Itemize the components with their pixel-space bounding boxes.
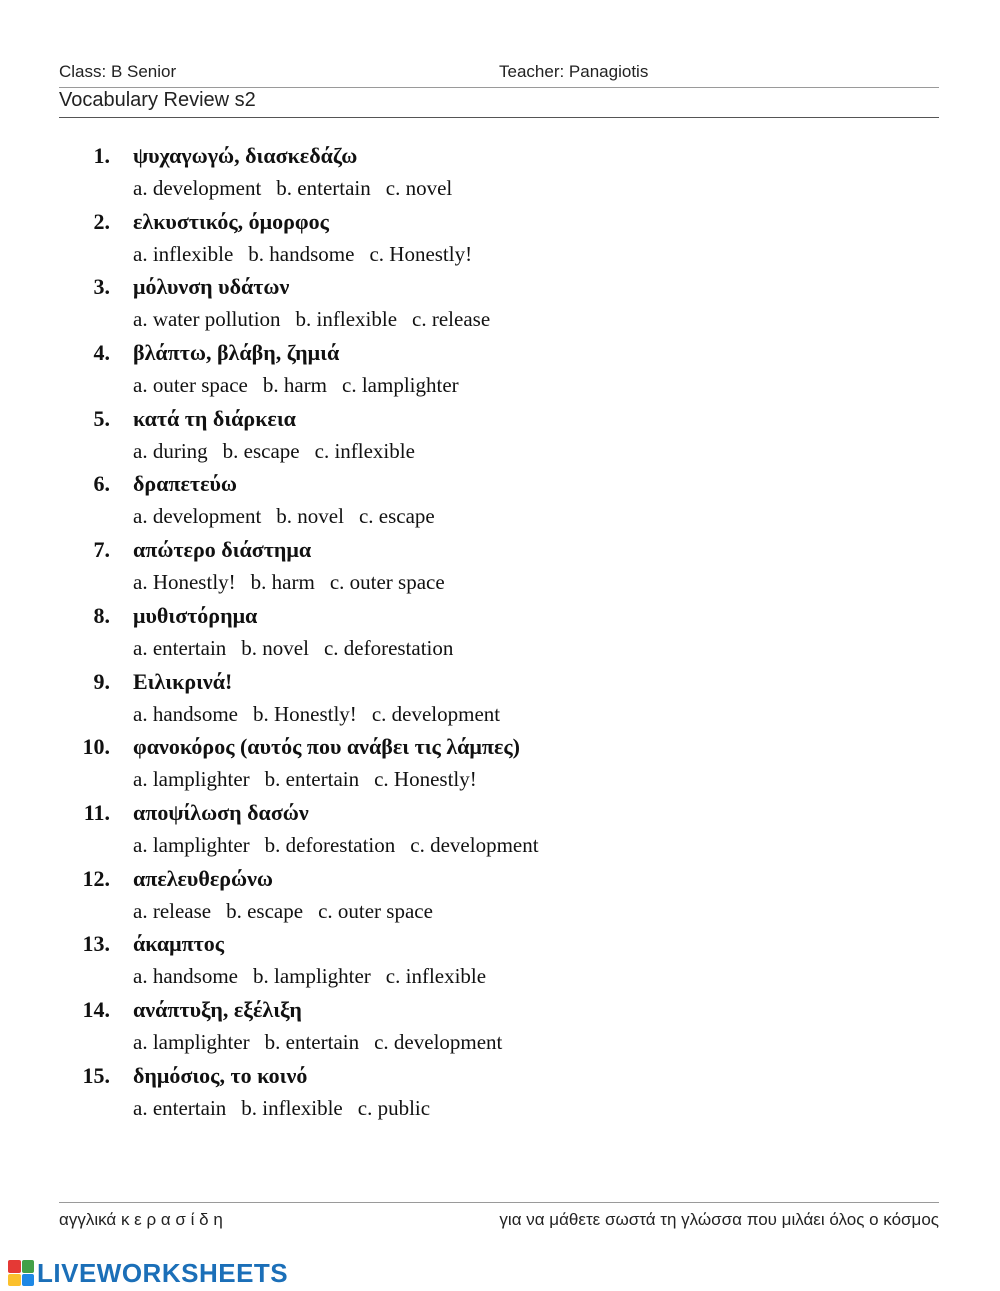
- answer-option[interactable]: b. entertain: [276, 176, 371, 200]
- answer-option[interactable]: a. Honestly!: [133, 570, 236, 595]
- answer-option[interactable]: b. deforestation: [264, 832, 396, 857]
- question-number: 8.: [93, 602, 110, 628]
- logo-text: LIVEWORKSHEETS: [37, 1257, 289, 1288]
- footer-left-text: αγγλικά κ ε ρ α σ ί δ η: [59, 1210, 223, 1229]
- answer-option[interactable]: c. Honestly!: [369, 241, 473, 266]
- answer-option[interactable]: a. development: [133, 504, 262, 529]
- answer-option[interactable]: b. lamplighter: [252, 964, 371, 989]
- question-item: [0, 994, 1000, 1060]
- answer-option[interactable]: a. handsome: [133, 964, 238, 989]
- answer-option[interactable]: a. during: [133, 438, 208, 463]
- question-item: [0, 140, 1000, 206]
- question-number: 6.: [93, 471, 110, 497]
- answer-options: [133, 176, 467, 201]
- answer-option[interactable]: a. entertain: [133, 1095, 227, 1120]
- answer-options: [133, 307, 505, 332]
- question-number: 3.: [93, 274, 110, 300]
- liveworksheets-icon: [8, 1260, 34, 1286]
- answer-options: [133, 373, 474, 398]
- question-item: [0, 337, 1000, 403]
- question-prompt: απελευθερώνω: [133, 865, 274, 891]
- liveworksheets-logo[interactable]: [8, 1258, 288, 1288]
- answer-option[interactable]: c. outer space: [318, 898, 433, 923]
- footer-right-text: για να μάθετε σωστά τη γλώσσα που μιλάει όλος ο κόσμος: [499, 1210, 939, 1229]
- answer-options: [133, 833, 554, 858]
- answer-option[interactable]: a. handsome: [133, 701, 238, 726]
- answer-option[interactable]: b. harm: [262, 373, 328, 398]
- answer-option[interactable]: a. water pollution: [133, 307, 281, 332]
- answer-option[interactable]: a. development: [133, 176, 262, 200]
- question-item: [0, 863, 1000, 929]
- answer-option[interactable]: b. inflexible: [241, 1095, 343, 1120]
- teacher-label: Teacher: Panagiotis: [499, 62, 649, 81]
- question-item: [0, 1060, 1000, 1126]
- answer-option[interactable]: c. development: [374, 1029, 503, 1054]
- answer-option[interactable]: c. Honestly!: [374, 767, 477, 792]
- answer-option[interactable]: a. lamplighter: [133, 832, 250, 857]
- answer-options: [133, 242, 487, 267]
- question-prompt: άκαμπτος: [133, 931, 225, 957]
- answer-option[interactable]: a. lamplighter: [133, 1029, 250, 1054]
- answer-option[interactable]: a. outer space: [133, 373, 248, 398]
- answer-option[interactable]: b. novel: [241, 635, 309, 660]
- question-number: 1.: [93, 143, 110, 168]
- question-item: [0, 271, 1000, 337]
- answer-option[interactable]: c. deforestation: [323, 635, 454, 660]
- question-prompt: κατά τη διάρκεια: [133, 405, 296, 431]
- question-item: [0, 403, 1000, 469]
- question-prompt: ανάπτυξη, εξέλιξη: [133, 996, 302, 1022]
- question-prompt: μυθιστόρημα: [133, 602, 258, 628]
- header-divider: [59, 87, 939, 88]
- question-item: [0, 468, 1000, 534]
- class-label: Class: B Senior: [59, 62, 177, 81]
- question-prompt: αποψίλωση δασών: [133, 799, 309, 825]
- question-number: 5.: [93, 405, 110, 431]
- answer-option[interactable]: c. development: [410, 832, 539, 857]
- answer-options: [133, 899, 448, 924]
- question-prompt: δημόσιος, το κοινό: [133, 1062, 308, 1088]
- question-number: 2.: [93, 208, 110, 234]
- question-number: 13.: [82, 931, 110, 957]
- answer-option[interactable]: c. outer space: [329, 570, 445, 595]
- question-list: [0, 140, 1000, 1125]
- answer-options: [133, 767, 492, 792]
- logo-square: [22, 1274, 35, 1287]
- answer-option[interactable]: c. public: [357, 1095, 431, 1120]
- worksheet-header: [59, 62, 939, 86]
- question-number: 12.: [82, 865, 110, 891]
- answer-option[interactable]: c. inflexible: [385, 964, 487, 989]
- question-number: 15.: [82, 1062, 110, 1088]
- answer-option[interactable]: b. inflexible: [295, 307, 398, 332]
- answer-option[interactable]: b. escape: [226, 898, 304, 923]
- question-number: 7.: [93, 537, 110, 563]
- answer-option[interactable]: b. Honestly!: [252, 701, 357, 726]
- answer-option[interactable]: c. release: [412, 307, 491, 332]
- question-prompt: βλάπτω, βλάβη, ζημιά: [133, 340, 340, 366]
- answer-option[interactable]: b. escape: [222, 438, 300, 463]
- question-item: [0, 731, 1000, 797]
- question-number: 14.: [82, 996, 110, 1022]
- answer-option[interactable]: b. entertain: [264, 767, 360, 792]
- question-number: 4.: [93, 340, 110, 366]
- answer-option[interactable]: a. release: [133, 898, 212, 923]
- answer-options: [133, 504, 450, 529]
- answer-option[interactable]: a. entertain: [133, 635, 227, 660]
- question-prompt: ελκυστικός, όμορφος: [133, 208, 329, 234]
- answer-option[interactable]: b. entertain: [264, 1029, 360, 1054]
- answer-option[interactable]: c. escape: [358, 504, 435, 529]
- answer-option[interactable]: c. novel: [385, 176, 453, 200]
- question-prompt: μόλυνση υδάτων: [133, 274, 290, 300]
- answer-option[interactable]: a. lamplighter: [133, 767, 250, 792]
- question-prompt: φανοκόρος (αυτός που ανάβει τις λάμπες): [133, 734, 520, 760]
- answer-option[interactable]: b. novel: [276, 504, 344, 529]
- question-item: [0, 797, 1000, 863]
- question-item: [0, 206, 1000, 272]
- answer-options: [133, 636, 468, 661]
- answer-options: [133, 439, 430, 464]
- question-prompt: δραπετεύω: [133, 471, 237, 497]
- question-prompt: Ειλικρινά!: [133, 668, 233, 694]
- answer-option[interactable]: c. lamplighter: [342, 373, 459, 398]
- answer-options: [133, 570, 460, 595]
- question-item: [0, 600, 1000, 666]
- question-prompt: απώτερο διάστημα: [133, 537, 312, 563]
- logo-square: [22, 1260, 35, 1273]
- footer-divider: [59, 1202, 939, 1203]
- question-prompt: ψυχαγωγώ, διασκεδάζω: [133, 143, 358, 168]
- answer-option[interactable]: c. inflexible: [314, 438, 415, 463]
- question-number: 11.: [83, 799, 110, 825]
- logo-square: [8, 1274, 21, 1287]
- worksheet-title: Vocabulary Review s2: [59, 89, 256, 111]
- answer-option[interactable]: c. development: [371, 701, 501, 726]
- answer-options: [133, 1030, 517, 1055]
- question-item: [0, 666, 1000, 732]
- answer-option[interactable]: a. inflexible: [133, 241, 234, 266]
- question-number: 9.: [93, 668, 110, 694]
- answer-option[interactable]: b. harm: [250, 570, 315, 595]
- question-number: 10.: [82, 734, 110, 760]
- question-item: [0, 534, 1000, 600]
- answer-options: [133, 702, 515, 727]
- logo-square: [8, 1260, 21, 1273]
- question-item: [0, 928, 1000, 994]
- answer-options: [133, 1096, 445, 1121]
- answer-option[interactable]: b. handsome: [248, 241, 355, 266]
- answer-options: [133, 964, 501, 989]
- title-divider: [59, 117, 939, 118]
